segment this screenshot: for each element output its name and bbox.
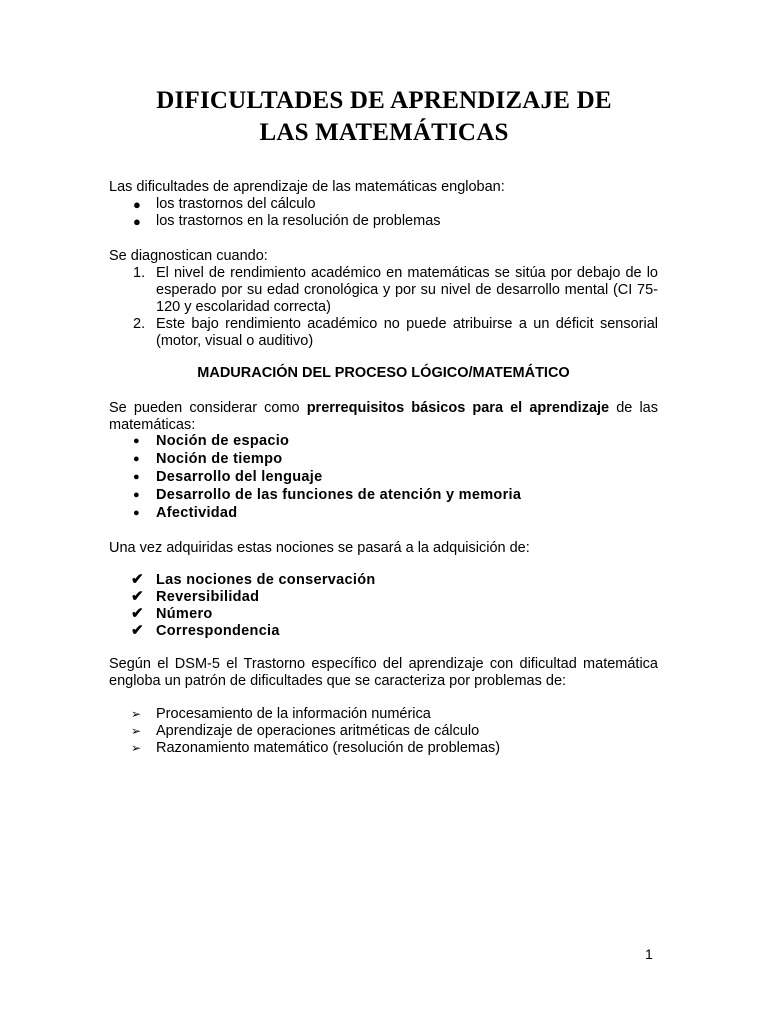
diagnosis-intro: Se diagnostican cuando: — [109, 248, 268, 264]
title-line-2: LAS MATEMÁTICAS — [259, 119, 509, 146]
acquisition-intro: Una vez adquiridas estas nociones se pasará a la adquisición de: — [109, 540, 530, 556]
list-item: ● Desarrollo del lenguaje — [133, 469, 323, 485]
list-item: ✔ Las nociones de conservación — [131, 571, 376, 588]
list-item: ● Afectividad — [133, 505, 238, 521]
list-item: ✔ Reversibilidad — [131, 588, 260, 605]
bullet-icon: ● — [133, 197, 141, 212]
arrow-icon: ➢ — [131, 741, 142, 755]
dsm-list — [109, 706, 658, 757]
diagnosis-list — [109, 265, 658, 350]
bullet-icon: ● — [133, 471, 140, 483]
list-item: ● los trastornos en la resolución de problemas — [133, 213, 441, 229]
bullet-icon: ● — [133, 489, 140, 501]
list-item: ➢ Procesamiento de la información numérica — [131, 706, 431, 722]
list-item: ● Noción de tiempo — [133, 451, 283, 467]
check-icon: ✔ — [131, 622, 144, 639]
bullet-icon: ● — [133, 453, 140, 465]
dsm-paragraph: Según el DSM-5 el Trastorno específico del aprendizaje con dificultad matemática engloba un patrón de dificultades que se caracteriza por problemas de: — [109, 656, 658, 689]
acquisition-list — [109, 572, 658, 640]
bullet-icon: ● — [133, 435, 140, 447]
prerequisites-list — [109, 433, 658, 523]
bullet-icon: ● — [133, 214, 141, 229]
item-number: 1. — [133, 265, 146, 281]
prerequisites-emphasis: prerrequisitos básicos para el aprendizaje — [306, 400, 610, 416]
intro-list — [109, 196, 658, 230]
list-item: ✔ Número — [131, 605, 213, 622]
list-item: ✔ Correspondencia — [131, 622, 280, 639]
section-heading: MADURACIÓN DEL PROCESO LÓGICO/MATEMÁTICO — [197, 365, 570, 381]
check-icon: ✔ — [131, 588, 144, 605]
page-number: 1 — [645, 946, 653, 962]
list-item: ➢ Aprendizaje de operaciones aritméticas de cálculo — [131, 723, 480, 739]
list-item: ● Desarrollo de las funciones de atención y memoria — [133, 487, 522, 503]
arrow-icon: ➢ — [131, 707, 142, 721]
list-item: ➢ Razonamiento matemático (resolución de problemas) — [131, 740, 501, 756]
check-icon: ✔ — [131, 605, 144, 622]
list-item: ● Noción de espacio — [133, 433, 290, 449]
list-item: 1. El nivel de rendimiento académico en matemáticas se sitúa por debajo de lo esperado por su edad cronológica y por su nivel de desarrollo mental (CI 75-120 y escolaridad correcta) — [133, 265, 658, 315]
document-title — [100, 85, 668, 149]
check-icon: ✔ — [131, 571, 144, 588]
title-line-1: DIFICULTADES DE APRENDIZAJE DE — [156, 87, 612, 114]
item-number: 2. — [133, 316, 146, 332]
prerequisites-paragraph: Se pueden considerar como prerrequisitos básicos para el aprendizaje de las matemáticas: — [109, 400, 658, 433]
list-item: ● los trastornos del cálculo — [133, 196, 316, 212]
arrow-icon: ➢ — [131, 724, 142, 738]
intro-paragraph: Las dificultades de aprendizaje de las matemáticas engloban: — [109, 179, 505, 195]
list-item: 2. Este bajo rendimiento académico no puede atribuirse a un déficit sensorial (motor, visual o auditivo) — [133, 316, 658, 349]
bullet-icon: ● — [133, 507, 140, 519]
